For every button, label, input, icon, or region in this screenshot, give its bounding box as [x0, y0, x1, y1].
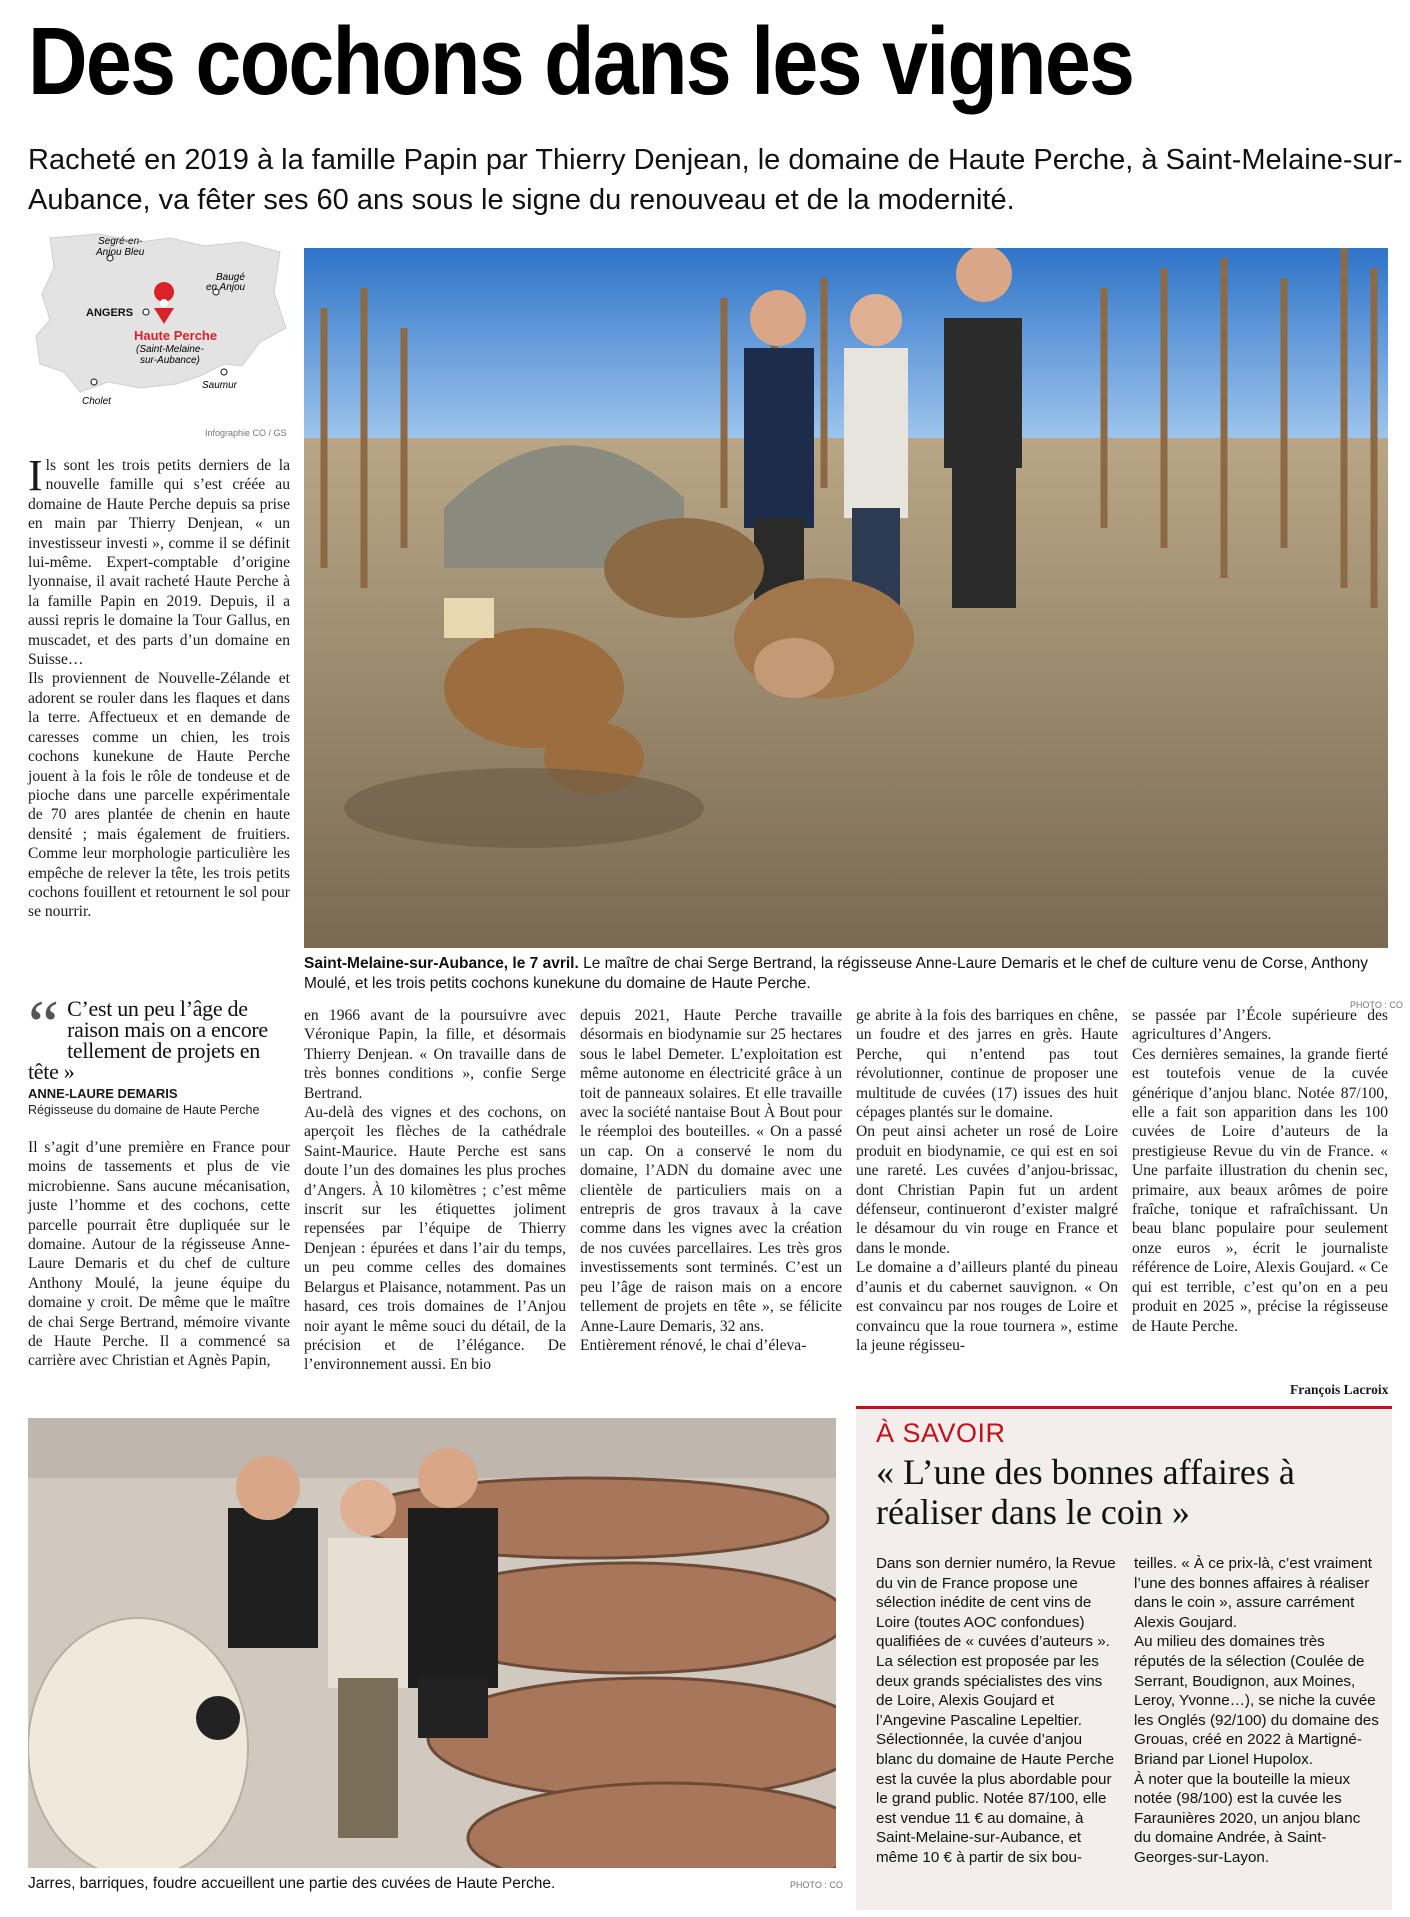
col2-paragraph-2: Au-delà des vignes et des cochons, on aperçoit les flèches de la cathédrale Saint-Maurice. Haute Perche est sans doute l’un des domaines les plus proches d’Angers. À 10 kilomètres ; c’est même inscrit sur les étiquettes joliment repensées par l’équipe de Thierry Denjean : épurées et dans l’air du temps, un peu comme celles des domaines Belargus et Plaisance, notamment. Pas un hasard, ces trois domaines de l’Anjou noir ayant le même souci du détail, de la précision et de l’élégance. De l’environnement aussi. En bio — [304, 1104, 566, 1374]
photo-caption — [304, 954, 1388, 994]
photo2-caption: Jarres, barriques, foudre accueillent une partie des cuvées de Haute Perche. — [28, 1875, 556, 1892]
info-box-paragraph-1: teilles. « À ce prix-là, c’est vraiment l’une des bonnes affaires à réaliser dans le coin », assure carrément Alexis Goujard. — [1134, 1555, 1373, 1631]
caption-location: Saint-Melaine-sur-Aubance, le 7 avril. — [304, 955, 579, 972]
quote-text: C’est un peu l’âge de raison mais on a encore tellement de projets en tête » — [28, 996, 268, 1084]
col5-paragraph-2: Ces dernières semaines, la grande fierté est toutefois venue de la cuvée générique d’anjou blanc. Notée 87/100, elle a fait son apparition dans les 100 cuvées de Loire d’auteurs de la prestigieuse Revue du vin de France. « Une parfaite illustration du chenin sec, primaire, aux beaux arômes de poire fraîche, tonique et rafraîchissant. Un beau blanc populaire pour seulement onze euros », écrit le journaliste référence de Loire, Alexis Goujard. « Ce qui est terrible, c’est qu’on en a peu produit en 2025 », précise la régisseuse de Haute Perche. — [1132, 1045, 1388, 1335]
body-column-4 — [856, 1006, 1118, 1355]
map-label-haute-perche: Haute Perche — [134, 328, 218, 343]
col4-paragraph-1: ge abrite à la fois des barriques en chêne, un foudre et des jarres en grès. Haute Perche, qui n’entend pas tout révolutionner, continue de proposer une multitude de cuvées (17) issues des huit cépages plantés sur le domaine. — [856, 1007, 1118, 1122]
quote-author: ANNE-LAURE DEMARIS — [28, 1086, 178, 1101]
col4-paragraph-2: On peut ainsi acheter un rosé de Loire produit en biodynamie, ce qui est en soi une rareté. Les cuvées d’anjou-brissac, dont Christian Papin fut un ardent défenseur, continueront d’exister malgré le désamour du vin rouge en France et dans le monde. — [856, 1123, 1118, 1257]
col4-paragraph-3: Le domaine a d’ailleurs planté du pineau d’aunis et du cabernet sauvignon. « On est convaincu par nos rouges de Loire et convaincu que la roue tournera », estime la jeune régisseu- — [856, 1259, 1118, 1354]
body-column-3 — [580, 1006, 842, 1355]
intro-text-2: Ils proviennent de Nouvelle-Zélande et adorent se rouler dans les flaques et dans la terre. Affectueux et en demande de caresses comme un chien, les trois cochons kunekune de Haute Perche jouent à la fois le rôle de tondeuse et de pioche dans une parcelle expérimentale de 70 ares plantée de chenin en haute densité ; mais également de fruitiers. Comme leur morphologie particulière les empêche de relever la tête, les trois petits cochons fouillent et retournent le sol pour se nourrir. — [28, 670, 290, 921]
map-label-saumur: Saumur — [202, 380, 238, 391]
map-label-segre: Segré-en- — [98, 236, 143, 247]
col2-paragraph-1: en 1966 avant de la poursuivre avec Véronique Papin, la fille, et désormais Thierry Denjean. « On travaille dans de très bonnes conditions », confie Serge Bertrand. — [304, 1007, 566, 1102]
intro-column — [28, 451, 290, 922]
map-label-angers: ANGERS — [86, 307, 134, 319]
map-label-bauge2: en Anjou — [206, 282, 246, 293]
col3-paragraph-2: Entièrement rénové, le chai d’éleva- — [580, 1336, 807, 1354]
info-box-paragraph-3: À noter que la bouteille la mieux notée (98/100) est la cuvée les Faraunières 2020, un anjou blanc du domaine Andrée, à Saint-Georges-sur-Layon. — [1134, 1770, 1361, 1866]
quote-mark-icon: “ — [28, 987, 60, 1064]
col5-paragraph-1: se passée par l’École supérieure des agricultures d’Angers. — [1132, 1007, 1388, 1044]
col3-paragraph-1: depuis 2021, Haute Perche travaille désormais en biodynamie sur 25 hectares sous le label Demeter. L’exploitation est même autonome en électricité grâce à un toit de panneaux solaires. Et elle travaille avec la société nantaise Bout À Bout pour le réemploi des bouteilles. « On a passé un cap. On a conservé le nom du domaine, l’ADN du domaine avec une clientèle de particuliers mais on a entrepris de gros travaux à la cave comme dans les vignes avec la création de nos cuvées parcellaires. Les très gros investissements sont terminés. C’est un peu l’âge de raison mais on a encore tellement de projets en tête », se félicite Anne-Laure Demaris, 32 ans. — [580, 1007, 842, 1335]
photo-wine-cellar — [28, 1418, 836, 1868]
map-label-cholet: Cholet — [82, 396, 111, 407]
map-label-sub2: sur-Aubance) — [140, 355, 200, 366]
map-credit: Infographie CO / GS — [205, 428, 287, 438]
pig-3 — [734, 578, 914, 698]
photo-credit: PHOTO : CO — [1350, 1000, 1403, 1010]
pull-quote — [28, 987, 290, 1117]
location-map — [28, 232, 290, 440]
photo-vineyard-pigs — [304, 248, 1388, 948]
info-box-rule — [856, 1406, 1392, 1409]
author-signature: François Lacroix — [1290, 1382, 1389, 1397]
info-box-title: « L’une des bonnes affaires à réaliser dans le coin » — [876, 1452, 1295, 1532]
info-box-column-1: Dans son dernier numéro, la Revue du vin de France propose une sélection inédite de cent vins de Loire (toutes AOC confondues) qualifiées de « cuvées d’auteurs ». La sélection est proposée par les deux grands spécialistes des vins de Loire, Alexis Goujard et l’Angevine Pascaline Lepeltier. Sélectionnée, la cuvée d’anjou blanc du domaine de Haute Perche est la cuvée la plus abordable pour le grand public. Notée 87/100, elle est vendue 11 € au domaine, à Saint-Melaine-sur-Aubance, et même 10 € à partir de six bou- — [876, 1555, 1116, 1866]
map-label-bauge: Baugé — [216, 272, 245, 283]
dropcap: I — [28, 451, 43, 500]
body-column-1: Il s’agit d’une première en France pour moins de tassements et plus de vie microbienne. Sans aucune mécanisation, juste l’homme et des cochons, cette parcelle pourrait être dupliquée sur le domaine. Autour de la régisseuse Anne-Laure Demaris et du chef de culture Anthony Moulé, la jeune équipe du domaine y croit. De même que le maître de chai Serge Bertrand, mémoire vivante de Haute Perche. Il a commencé sa carrière avec Christian et Agnès Papin, — [28, 1139, 290, 1370]
map-label-sub1: (Saint-Melaine- — [136, 344, 204, 355]
photo2-credit: PHOTO : CO — [790, 1880, 843, 1890]
quote-role: Régisseuse du domaine de Haute Perche — [28, 1103, 260, 1117]
headline: Des cochons dans les vignes — [28, 8, 1134, 115]
standfirst: Racheté en 2019 à la famille Papin par Thierry Denjean, le domaine de Haute Perche, à Saint-Melaine-sur-Aubance, va fêter ses 60 ans sous le signe du renouveau et de la modernité. — [28, 144, 1403, 216]
caption-text: Le maître de chai Serge Bertrand, la régisseuse Anne-Laure Demaris et le chef de culture venu de Corse, Anthony Moulé, et les trois petits cochons kunekune du domaine de Haute Perche. — [304, 955, 1369, 992]
pig-2 — [604, 518, 764, 618]
body-column-5 — [1132, 1006, 1388, 1336]
intro-text: ls sont les trois petits derniers de la nouvelle famille qui s’est créée au domaine de Haute Perche depuis sa prise en main par Thierry Denjean, « un investisseur investi », comme il se définit lui-même. Expert-comptable d’origine lyonnaise, il avait racheté Haute Perche à la famille Papin en 2019. Depuis, il a aussi repris le domaine la Tour Gallus, en muscadet, et des parts d’un domaine en Suisse… — [28, 457, 290, 669]
info-box-paragraph-2: Au milieu des domaines très réputés de la sélection (Coulée de Serrant, Boudignon, aux Moines, Leroy, Yvonne…), se niche la cuvée les Onglés (92/100) du domaine des Grouas, créé en 2022 à Martigné-Briand par Lionel Hupolox. — [1134, 1633, 1379, 1768]
info-box-column-2 — [1134, 1554, 1379, 1868]
body-column-2 — [304, 1006, 566, 1375]
map-label-segre2: Anjou Bleu — [96, 247, 145, 258]
info-box-kicker: À SAVOIR — [876, 1418, 1006, 1448]
